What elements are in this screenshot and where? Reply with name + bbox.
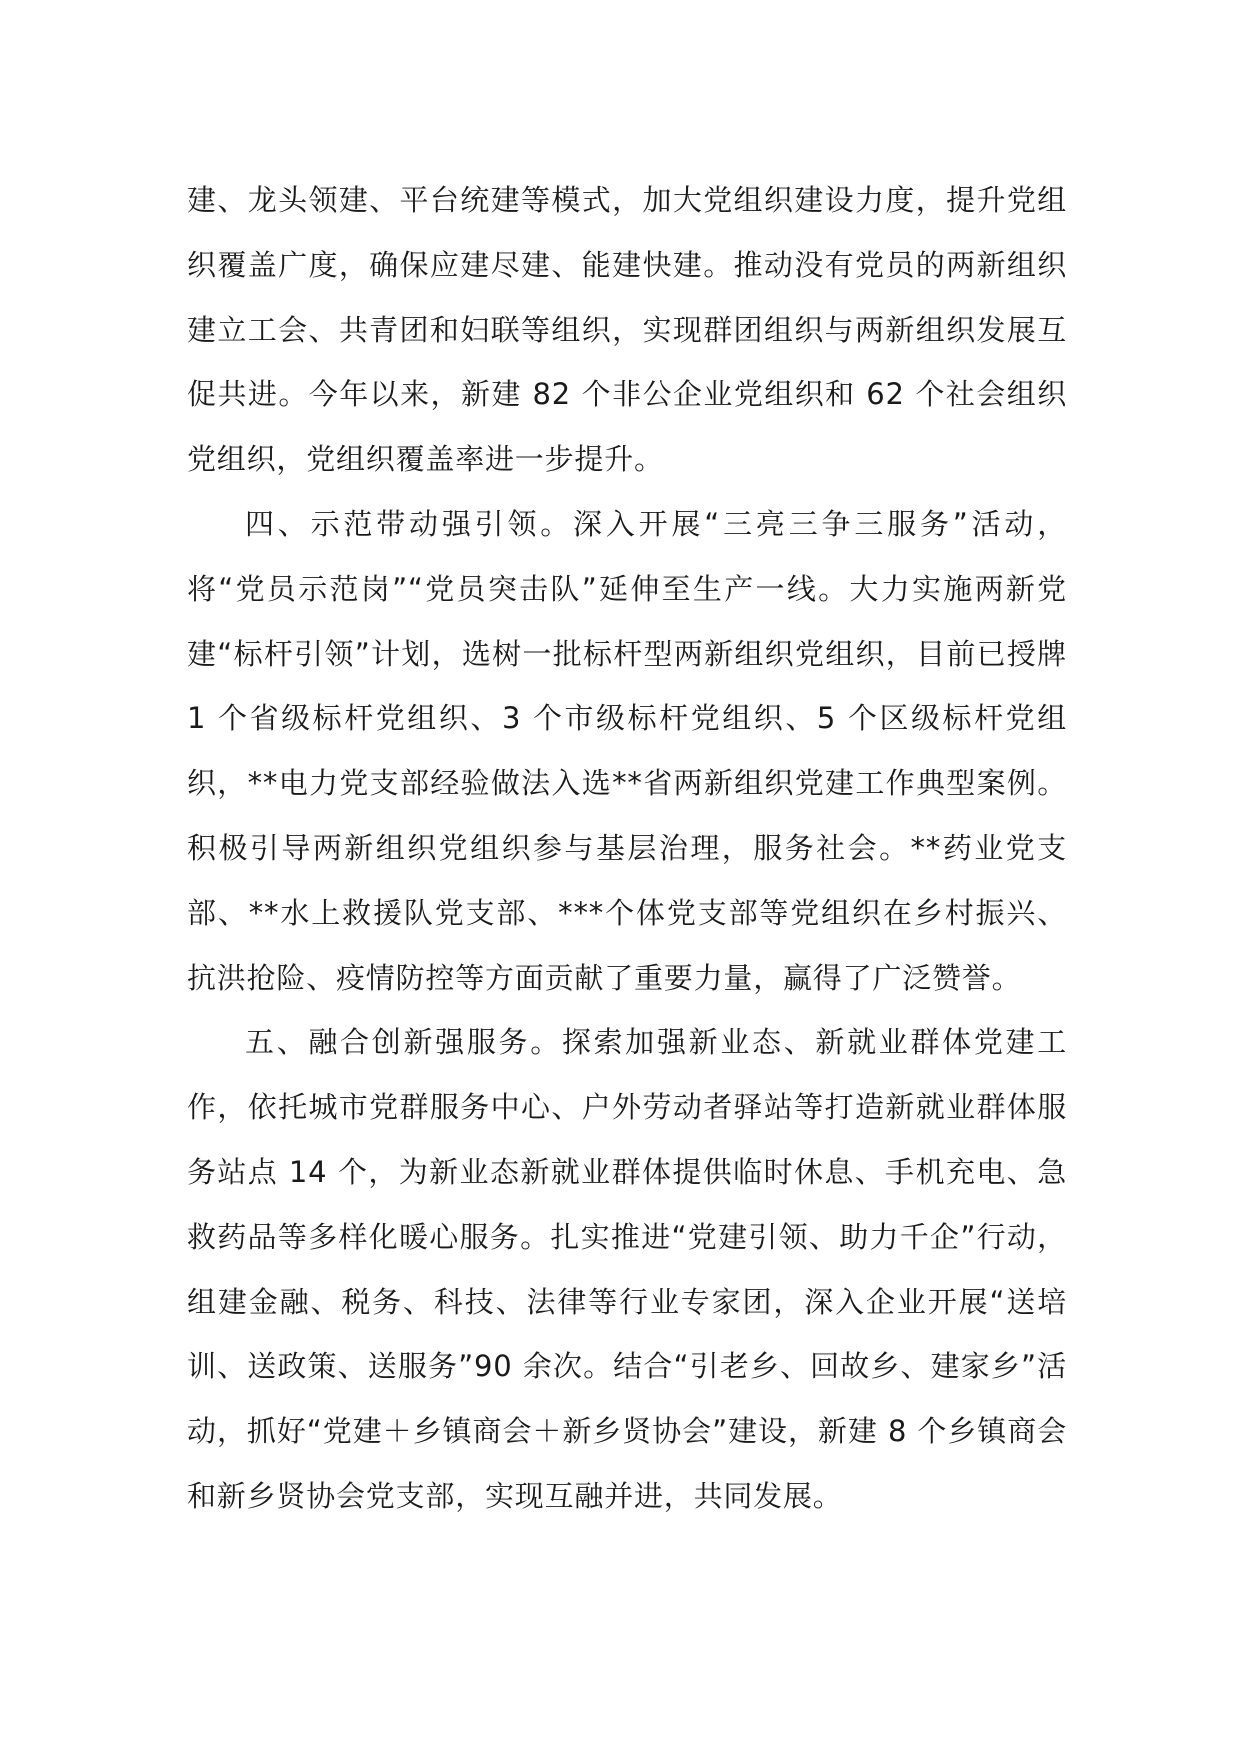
paragraph-demonstration-leading: 四、示范带动强引领。深入开展“三亮三争三服务”活动，将“党员示范岗”“党员突击队”延伸至生产一线。大力实施两新党建“标杆引领”计划，选树一批标杆型两新组织党组织，目前已授牌 1 个省级标杆党组织、3 个市级标杆党组织、5 个区级标杆党组织，**电力党支部经验做法入选**省两新组织党建工作典型案例。积极引导两新组织党组织参与基层治理，服务社会。**药业党支部、**水上救援队党支部、***个体党支部等党组织在乡村振兴、抗洪抢险、疫情防控等方面贡献了重要力量，赢得了广泛赞誉。: [187, 506, 1067, 995]
document-page: [187, 168, 1067, 1529]
paragraph-integration-service: 五、融合创新强服务。探索加强新业态、新就业群体党建工作，依托城市党群服务中心、户外劳动者驿站等打造新就业群体服务站点 14 个，为新业态新就业群体提供临时休息、手机充电、急救药品等多样化暖心服务。扎实推进“党建引领、助力千企”行动，组建金融、税务、科技、法律等行业专家团，深入企业开展“送培训、送政策、送服务”90 余次。结合“引老乡、回故乡、建家乡”活动，抓好“党建＋乡镇商会＋新乡贤协会”建设，新建 8 个乡镇商会和新乡贤协会党支部，实现互融并进，共同发展。: [187, 1025, 1067, 1513]
paragraph-party-coverage: 建、龙头领建、平台统建等模式，加大党组织建设力度，提升党组织覆盖广度，确保应建尽建、能建快建。推动没有党员的两新组织建立工会、共青团和妇联等组织，实现群团组织与两新组织发展互促共进。今年以来，新建 82 个非公企业党组织和 62 个社会组织党组织，党组织覆盖率进一步提升。: [187, 183, 1067, 477]
